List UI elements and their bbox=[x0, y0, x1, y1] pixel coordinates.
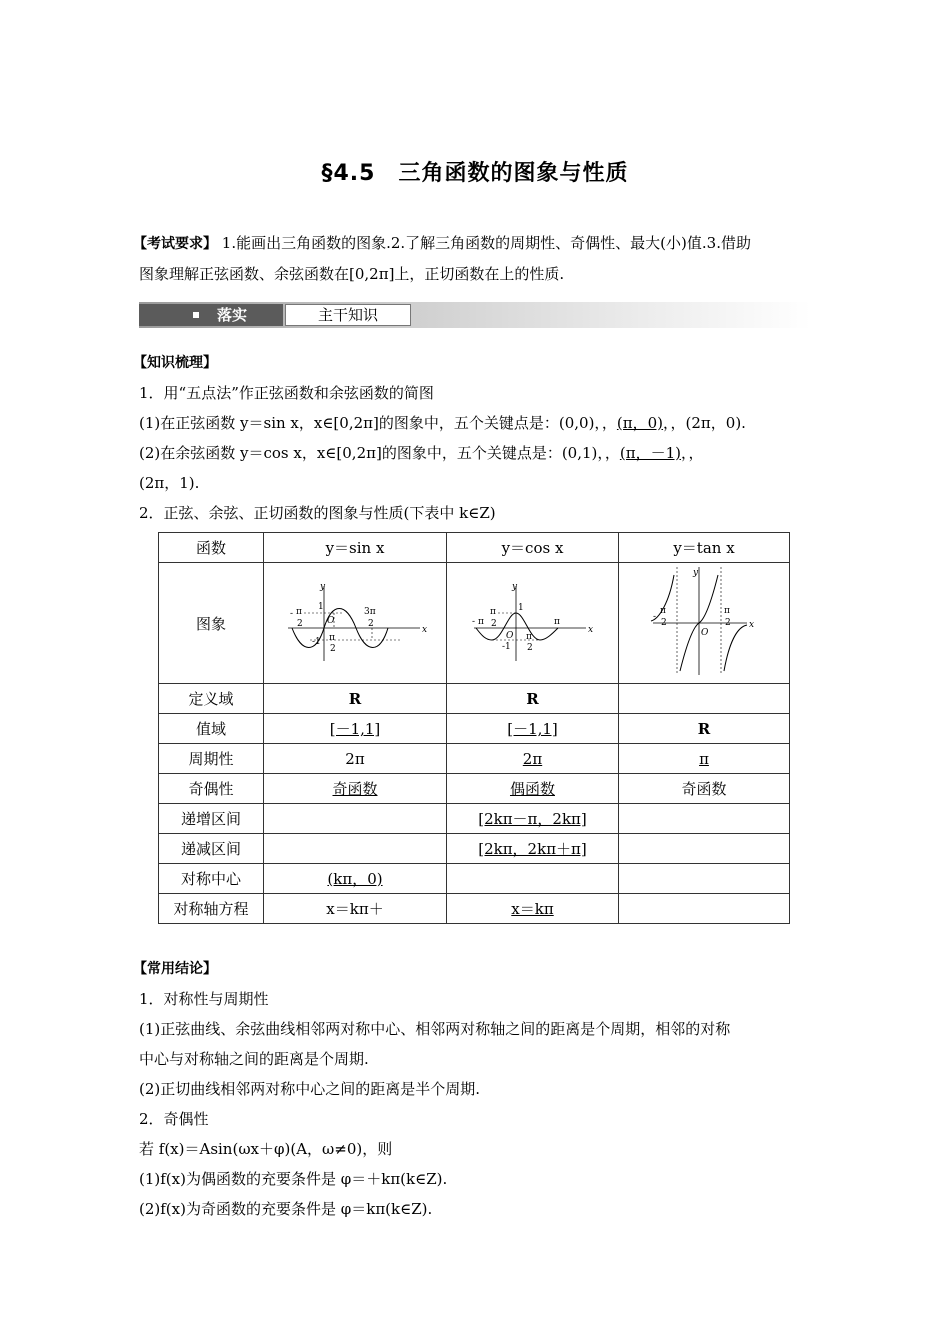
knowledge-item2: 2．正弦、余弦、正切函数的图象与性质(下表中 k∈Z) bbox=[139, 504, 496, 522]
sin-points-pre: (1)在正弦函数 y＝sin x，x∈[0,2π]的图象中，五个关键点是：(0,0)，， bbox=[139, 414, 617, 432]
table-header-cell: y＝tan x bbox=[619, 533, 790, 563]
x-axis-label: x bbox=[422, 625, 428, 635]
sin-cell: 奇函数 bbox=[264, 774, 447, 804]
tan-cell bbox=[619, 894, 790, 924]
two-label: 2 bbox=[368, 619, 374, 629]
tan-graph-cell bbox=[619, 563, 790, 684]
row-label: 奇偶性 bbox=[159, 774, 264, 804]
two-label: 2 bbox=[297, 619, 303, 629]
one-label: 1 bbox=[318, 602, 324, 612]
row-label: 定义域 bbox=[159, 684, 264, 714]
row-label: 对称中心 bbox=[159, 864, 264, 894]
exam-requirements-line1: 1.能画出三角函数的图象.2.了解三角函数的周期性、奇偶性、最大(小)值.3.借助 bbox=[221, 234, 751, 252]
neg-one-label: -1 bbox=[312, 637, 321, 647]
cos-cell: [2kπ－π，2kπ] bbox=[447, 804, 619, 834]
cos-cell: [2kπ，2kπ＋π] bbox=[447, 834, 619, 864]
tan-cell: π bbox=[619, 744, 790, 774]
cos-cell: 2π bbox=[447, 744, 619, 774]
y-axis-label: y bbox=[693, 568, 699, 578]
pi-label: π bbox=[329, 633, 335, 643]
pi-label: π bbox=[477, 617, 484, 627]
origin-label: O bbox=[327, 616, 335, 626]
conclusions-p4: (1)f(x)为偶函数的充要条件是 φ＝＋kπ(k∈Z). bbox=[139, 1170, 448, 1188]
sin-cell bbox=[264, 804, 447, 834]
cos-points-line2: (2π，1). bbox=[139, 474, 200, 492]
section-banner bbox=[139, 302, 811, 328]
pi-label: π bbox=[553, 617, 560, 627]
exam-requirements bbox=[133, 228, 811, 289]
pi-label: π bbox=[489, 607, 496, 617]
tan-cell bbox=[619, 864, 790, 894]
tan-graph bbox=[649, 563, 759, 679]
sin-cell: [－1,1] bbox=[264, 714, 447, 744]
neg-sign: - bbox=[471, 617, 475, 627]
cos-cell bbox=[447, 864, 619, 894]
table-header-cell: 函数 bbox=[159, 533, 264, 563]
two-label: 2 bbox=[330, 644, 336, 654]
conclusions-heading: 【常用结论】 bbox=[133, 961, 217, 977]
sin-points-key: (π，0) bbox=[616, 414, 664, 432]
conclusions-item1: 1．对称性与周期性 bbox=[139, 990, 269, 1008]
row-label: 递减区间 bbox=[159, 834, 264, 864]
sin-cell: 2π bbox=[264, 744, 447, 774]
sin-cell: x＝kπ＋ bbox=[264, 894, 447, 924]
cos-points-post: ，， bbox=[681, 444, 704, 462]
table-row bbox=[159, 804, 790, 834]
cos-key-points bbox=[139, 438, 811, 468]
three-pi-label: 3π bbox=[364, 607, 376, 617]
graph-label: 图象 bbox=[159, 563, 264, 684]
sin-cell bbox=[264, 834, 447, 864]
banner-left-label: 落实 bbox=[217, 306, 248, 324]
two-label: 2 bbox=[661, 618, 667, 628]
tan-cell bbox=[619, 834, 790, 864]
square-bullet-icon bbox=[193, 312, 199, 318]
graph-row bbox=[159, 563, 790, 684]
exam-requirements-line2: 图象理解正弦函数、余弦函数在[0,2π]上，正切函数在上的性质. bbox=[139, 265, 565, 283]
row-label: 周期性 bbox=[159, 744, 264, 774]
sin-graph-cell bbox=[264, 563, 447, 684]
tan-cell: R bbox=[619, 714, 790, 744]
sin-key-points bbox=[139, 408, 811, 438]
table-row bbox=[159, 684, 790, 714]
x-axis-label: x bbox=[749, 620, 755, 630]
tan-cell: 奇函数 bbox=[619, 774, 790, 804]
cos-cell: x＝kπ bbox=[447, 894, 619, 924]
table-row bbox=[159, 714, 790, 744]
page-title: §4.5 三角函数的图象与性质 bbox=[321, 161, 629, 186]
knowledge-heading: 【知识梳理】 bbox=[133, 355, 217, 371]
cos-cell: 偶函数 bbox=[447, 774, 619, 804]
pi-label: π bbox=[296, 607, 302, 617]
cos-cell: R bbox=[447, 684, 619, 714]
conclusions-p3: 若 f(x)＝Asin(ωx＋φ)(A，ω≠0)，则 bbox=[139, 1140, 393, 1158]
sin-cell: R bbox=[264, 684, 447, 714]
sin-graph bbox=[280, 576, 430, 666]
conclusions-section bbox=[133, 954, 811, 1224]
pi-label: π bbox=[525, 632, 532, 642]
banner-right-label: 主干知识 bbox=[285, 304, 411, 326]
cos-graph-cell bbox=[447, 563, 619, 684]
pi-label: π bbox=[660, 606, 666, 616]
cos-cell: [－1,1] bbox=[447, 714, 619, 744]
tan-cell bbox=[619, 684, 790, 714]
origin-label: O bbox=[505, 631, 513, 641]
table-header-row bbox=[159, 533, 790, 563]
y-axis-label: y bbox=[511, 582, 517, 592]
two-label: 2 bbox=[490, 619, 497, 629]
table-row bbox=[159, 894, 790, 924]
knowledge-section bbox=[133, 348, 811, 528]
banner-dark-block bbox=[139, 304, 283, 326]
knowledge-item1: 1．用“五点法”作正弦函数和余弦函数的简图 bbox=[139, 384, 434, 402]
row-label: 递增区间 bbox=[159, 804, 264, 834]
cos-graph bbox=[468, 576, 598, 666]
cos-points-pre: (2)在余弦函数 y＝cos x，x∈[0,2π]的图象中，五个关键点是：(0,1)，， bbox=[139, 444, 620, 462]
table-row bbox=[159, 744, 790, 774]
sin-cell: (kπ，0) bbox=[264, 864, 447, 894]
table-header-cell: y＝cos x bbox=[447, 533, 619, 563]
table-header-cell: y＝sin x bbox=[264, 533, 447, 563]
row-label: 值域 bbox=[159, 714, 264, 744]
x-axis-label: x bbox=[587, 625, 593, 635]
y-axis-label: y bbox=[320, 582, 326, 592]
exam-requirements-tag: 【考试要求】 bbox=[133, 236, 217, 252]
row-label: 对称轴方程 bbox=[159, 894, 264, 924]
neg-sign: - bbox=[290, 609, 294, 619]
one-label: 1 bbox=[517, 603, 524, 613]
conclusions-item2: 2．奇偶性 bbox=[139, 1110, 209, 1128]
sin-points-post: ，，(2π，0). bbox=[663, 414, 746, 432]
two-label: 2 bbox=[526, 643, 533, 653]
conclusions-p5: (2)f(x)为奇函数的充要条件是 φ＝kπ(k∈Z). bbox=[139, 1200, 433, 1218]
conclusions-p1-line1: (1)正弦曲线、余弦曲线相邻两对称中心、相邻两对称轴之间的距离是个周期，相邻的对称 bbox=[139, 1020, 731, 1038]
conclusions-p1-line2: 中心与对称轴之间的距离是个周期. bbox=[139, 1050, 369, 1068]
neg-one-label: -1 bbox=[501, 642, 511, 652]
table-row bbox=[159, 774, 790, 804]
table-row bbox=[159, 864, 790, 894]
table-row bbox=[159, 834, 790, 864]
tan-cell bbox=[619, 804, 790, 834]
two-label: 2 bbox=[725, 618, 731, 628]
origin-label: O bbox=[701, 628, 709, 638]
cos-points-key: (π，－1) bbox=[619, 444, 681, 462]
neg-sign: - bbox=[653, 612, 657, 622]
pi-label: π bbox=[724, 606, 730, 616]
trig-properties-table bbox=[158, 532, 790, 924]
conclusions-p2: (2)正切曲线相邻两对称中心之间的距离是半个周期. bbox=[139, 1080, 481, 1098]
